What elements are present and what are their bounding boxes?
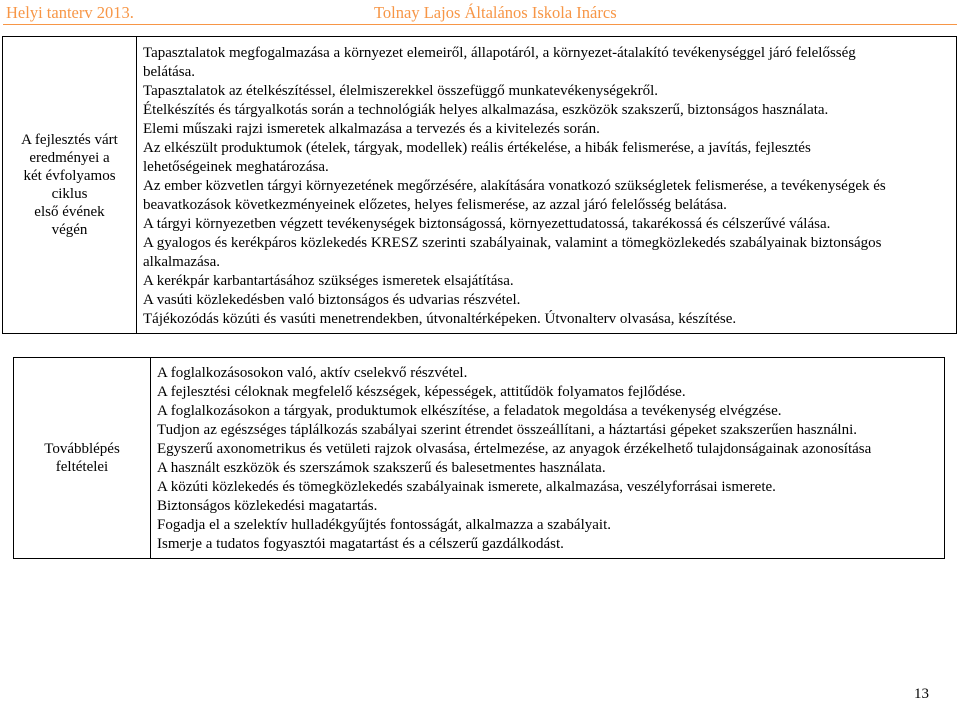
results-line: alkalmazása. [143,254,221,270]
results-label-line: eredményei a [29,150,110,166]
results-table [2,36,957,334]
progression-line: A foglalkozásosokon való, aktív cselekvő részvétel. [157,365,468,381]
progression-line: Egyszerű axonometrikus és vetületi rajzok olvasása, értelmezése, az anyagok érzékelhető tulajdonságainak azonosítása [157,441,872,457]
progression-label-line: feltételei [55,459,109,475]
header-rule [3,24,957,25]
progression-line: A használt eszközök és szerszámok szakszerű és balesetmentes használata. [157,460,606,476]
results-line: Az elkészült produktumok (ételek, tárgyak, modellek) reális értékelése, a hibák felismerése, a javítás, fejlesztés [143,140,811,156]
progression-label-line: Továbblépés [44,441,120,457]
progression-line: A közúti közlekedés és tömegközlekedés szabályainak ismerete, alkalmazása, veszélyforrásai ismerete. [157,479,776,495]
results-line: Tapasztalatok megfogalmazása a környezet elemeiről, állapotáról, a környezet-átalakító tevékenységgel járó felelősség [143,45,856,61]
results-line: Tapasztalatok az ételkészítéssel, élelmiszerekkel összefüggő munkatevékenységekről. [143,83,658,99]
results-line: Ételkészítés és tárgyalkotás során a technológiák helyes alkalmazása, eszközök szakszerű, biztonságos használata. [143,102,829,118]
results-label-cell [3,37,137,334]
results-line: A gyalogos és kerékpáros közlekedés KRESZ szerinti szabályainak, valamint a tömegközlekedés szabályainak biztonságos [143,235,882,251]
progression-line: Ismerje a tudatos fogyasztói magatartást és a célszerű gazdálkodást. [157,536,564,552]
progression-line: A foglalkozásokon a tárgyak, produktumok elkészítése, a feladatok megoldása a tevékenység elvégzése. [157,403,782,419]
results-line: beavatkozások következményeinek előzetes, helyes felismerése, az azzal járó felelősség belátása. [143,197,727,213]
progression-line: Biztonságos közlekedési magatartás. [157,498,378,514]
progression-table [13,357,945,559]
results-label-line: ciklus [51,186,88,202]
results-label-line: két évfolyamos [23,168,116,184]
results-line: A kerékpár karbantartásához szükséges ismeretek elsajátítása. [143,273,514,289]
progression-line: Tudjon az egészséges táplálkozás szabályai szerint étrendet összeállítani, a háztartási gépeket szakszerűen használni. [157,422,857,438]
results-label-line: első évének [34,204,105,220]
results-line: Tájékozódás közúti és vasúti menetrendekben, útvonaltérképeken. Útvonalterv olvasása, készítése. [143,311,737,327]
results-line: Az ember közvetlen tárgyi környezetének megőrzésére, alakítására vonatkozó szükségletek felismerése, a tevékenységek és [143,178,886,194]
results-label-line: A fejlesztés várt [21,132,118,148]
header-left-title: Helyi tanterv 2013. [6,3,134,22]
results-line: A tárgyi környezetben végzett tevékenységek biztonságossá, környezettudatossá, takarékossá és célszerűvé válása. [143,216,831,232]
progression-line: Fogadja el a szelektív hulladékgyűjtés fontosságát, alkalmazza a szabályait. [157,517,611,533]
results-label-line: végén [51,222,88,238]
page-number: 13 [914,686,929,702]
results-content-cell [137,37,957,334]
page-header [0,0,959,26]
results-line: lehetőségeinek meghatározása. [143,159,329,175]
header-school-name: Tolnay Lajos Általános Iskola Inárcs [374,3,617,22]
progression-line: A fejlesztési céloknak megfelelő készségek, képességek, attitűdök folyamatos fejlődése. [157,384,686,400]
progression-label-cell [14,358,151,559]
results-line: Elemi műszaki rajzi ismeretek alkalmazása a tervezés és a kivitelezés során. [143,121,600,137]
results-line: belátása. [143,64,196,80]
progression-content-cell [151,358,945,559]
results-line: A vasúti közlekedésben való biztonságos és udvarias részvétel. [143,292,521,308]
